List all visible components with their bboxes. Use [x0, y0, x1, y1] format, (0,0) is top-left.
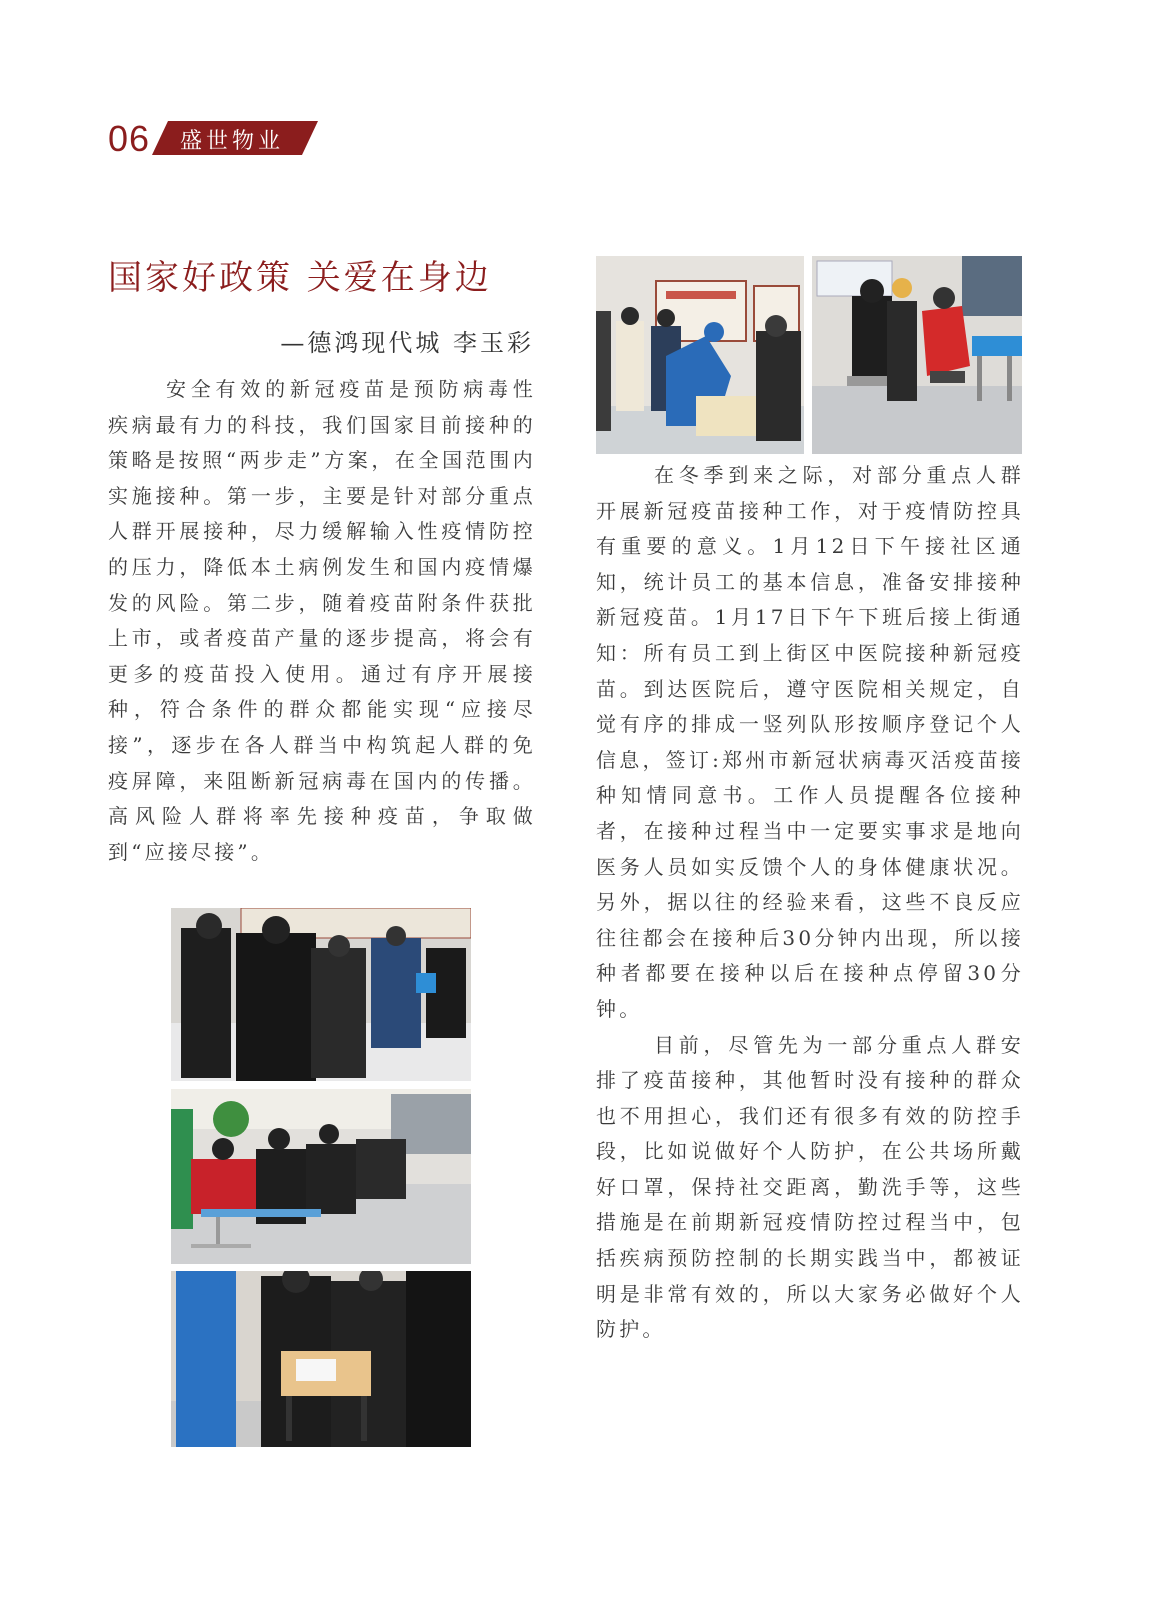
left-column — [108, 372, 536, 870]
vaccination-registration-photo — [596, 256, 804, 454]
right-paragraph-1: 在冬季到来之际，对部分重点人群开展新冠疫苗接种工作，对于疫情防控具有重要的意义。1月12日下午接社区通知，统计员工的基本信息，准备安排接种新冠疫苗。1月17日下午下班后接上街通知：所有员工到上街区中医院接种新冠疫苗。到达医院后，遵守医院相关规定，自觉有序的排成一竖列队形按顺序登记个人信息，签订:郑州市新冠状病毒灭活疫苗接种知情同意书。工作人员提醒各位接种者，在接种过程当中一定要实事求是地向医务人员如实反馈个人的身体健康状况。另外，据以往的经验来看，这些不良反应往往都会在接种后30分钟内出现，所以接种者都要在接种以后在接种点停留30分钟。 — [596, 463, 1024, 1021]
article-author: —德鸿现代城 李玉彩 — [280, 329, 534, 357]
page-number: 06 — [108, 118, 151, 159]
signing-form-photo — [171, 1271, 471, 1447]
article-title: 国家好政策 关爱在身边 — [108, 258, 492, 298]
queue-photo — [171, 908, 471, 1081]
left-paragraph-1: 安全有效的新冠疫苗是预防病毒性疾病最有力的科技，我们国家目前接种的策略是按照“两步走”方案，在全国范围内实施接种。第一步，主要是针对部分重点人群开展接种，尽力缓解输入性疫情防控的压力，降低本土病例发生和国内疫情爆发的风险。第二步，随着疫苗附条件获批上市，或者疫苗产量的逐步提高，将会有更多的疫苗投入使用。通过有序开展接种，符合条件的群众都能实现“应接尽接”，逐步在各人群当中构筑起人群的免疫屏障，来阻断新冠病毒在国内的传播。高风险人群将率先接种疫苗，争取做到“应接尽接”。 — [108, 377, 536, 864]
right-paragraph-2: 目前，尽管先为一部分重点人群安排了疫苗接种，其他暂时没有接种的群众也不用担心，我们还有很多有效的防控手段，比如说做好个人防护，在公共场所戴好口罩，保持社交距离，勤洗手等，这些措施是在前期新冠疫情防控过程当中，包括疾病预防控制的长期实践当中，都被证明是非常有效的，所以大家务必做好个人防护。 — [596, 1032, 1024, 1342]
section-tag-label: 盛世物业 — [180, 129, 285, 154]
right-column — [596, 458, 1024, 1348]
waiting-area-photo — [171, 1089, 471, 1264]
section-tag — [152, 121, 318, 155]
seated-waiting-photo — [812, 256, 1022, 454]
